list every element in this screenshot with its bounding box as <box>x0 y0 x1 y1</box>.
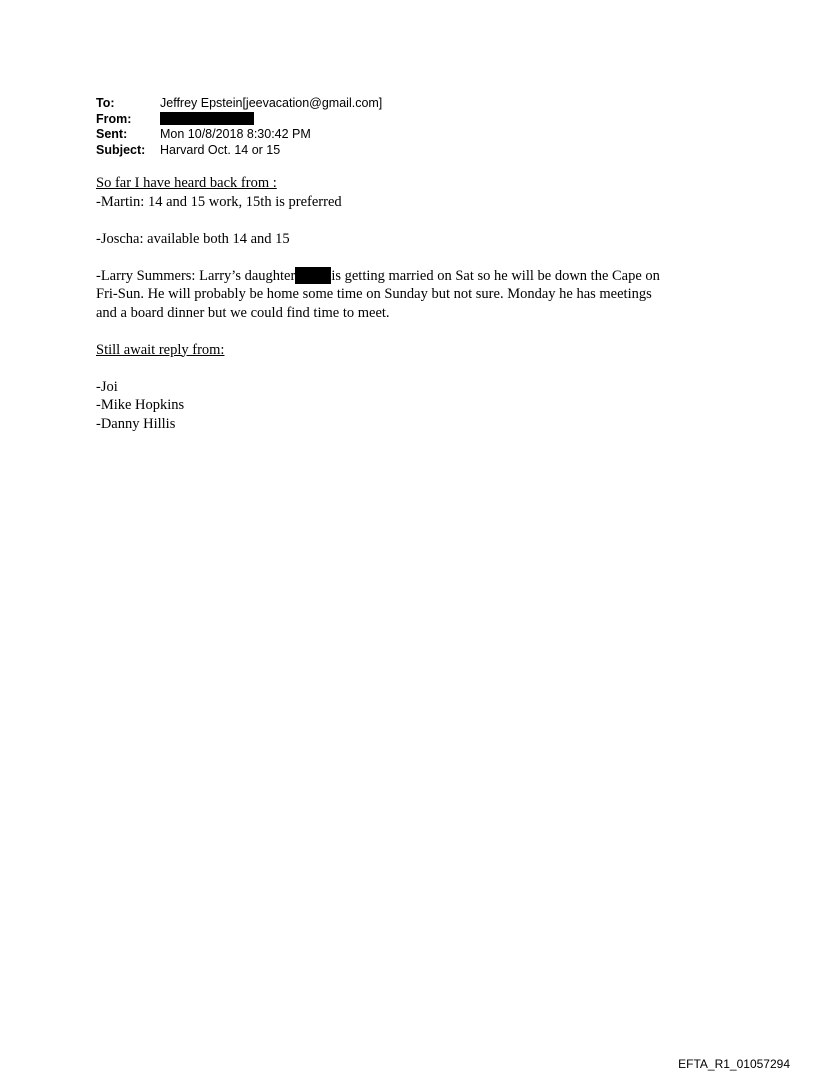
sent-row <box>96 127 382 143</box>
daughter-redaction <box>295 267 331 284</box>
await-item-mike-hopkins: -Mike Hopkins <box>96 397 185 413</box>
to-row <box>96 96 382 112</box>
email-header <box>96 96 382 158</box>
sent-label: Sent: <box>96 127 128 141</box>
larry-paragraph <box>96 267 736 323</box>
subject-label: Subject: <box>96 142 146 157</box>
sent-value: Mon 10/8/2018 8:30:42 PM <box>160 127 311 141</box>
await-heading: Still await reply from: <box>96 341 225 358</box>
to-value: Jeffrey Epstein[jeevacation@gmail.com] <box>160 96 383 110</box>
email-body <box>96 174 736 433</box>
document-id: EFTA_R1_01057294 <box>678 1057 790 1071</box>
larry-before: -Larry Summers: Larry’s daughter <box>96 267 296 284</box>
from-row <box>96 112 382 128</box>
subject-value: Harvard Oct. 14 or 15 <box>160 142 281 157</box>
await-item-danny-hillis: -Danny Hillis <box>96 415 176 432</box>
subject-row <box>96 143 382 159</box>
martin-line: -Martin: 14 and 15 work, 15th is preferred <box>96 193 342 210</box>
await-item-joi: -Joi <box>96 378 118 395</box>
joscha-line: -Joscha: available both 14 and 15 <box>96 230 290 247</box>
from-label: From: <box>96 111 132 126</box>
heard-heading: So far I have heard back from : <box>96 175 277 191</box>
from-redaction <box>160 112 254 125</box>
to-label: To: <box>96 96 115 110</box>
larry-line3: and a board dinner but we could find time to meet. <box>96 304 390 321</box>
larry-line2: Fri-Sun. He will probably be home some time on Sunday but not sure. Monday he has meetings <box>96 286 652 302</box>
larry-after: is getting married on Sat so he will be down the Cape on <box>331 267 660 284</box>
